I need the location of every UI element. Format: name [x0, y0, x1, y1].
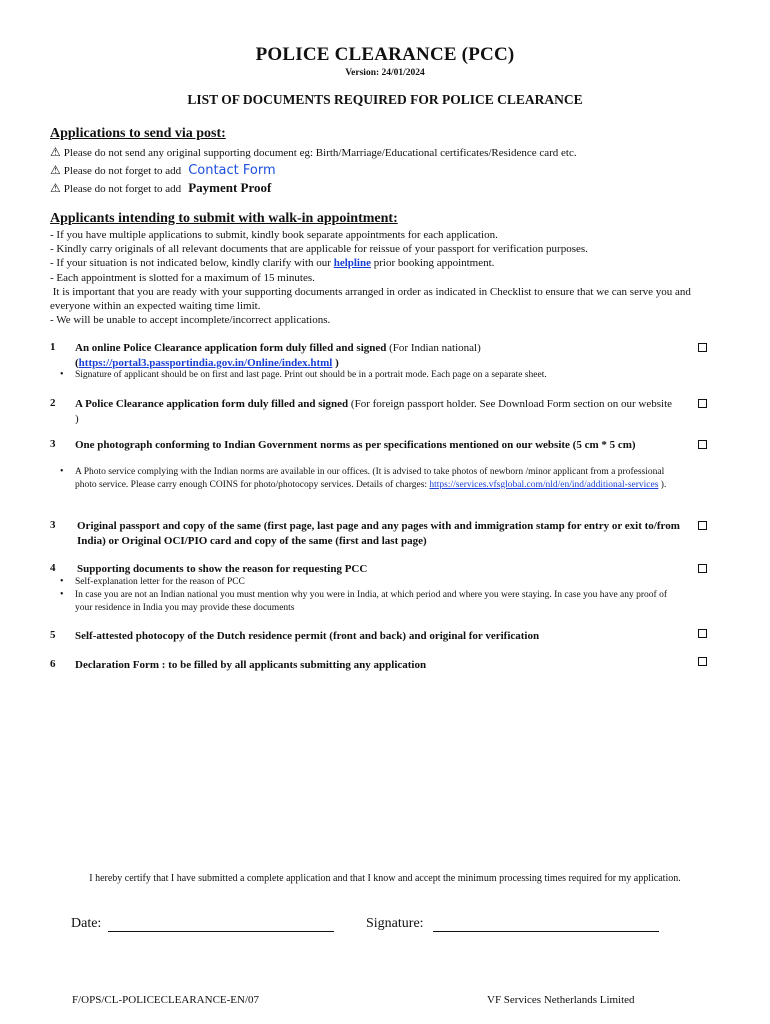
helpline-link[interactable]: helpline — [333, 257, 371, 270]
post-section-heading: Applications to send via post: — [50, 126, 226, 141]
list-item: • In case you are not an Indian national you must mention why you were in India, at which period and where you were staying. In case you have any proof of your residence in India you may provide these documents — [60, 589, 675, 614]
walkin-line: - Kindly carry originals of all relevant documents that are applicable for reissue of your passport for verification purposes. — [50, 243, 588, 256]
certification-statement: I hereby certify that I have submitted a complete application and that I know and accept the minimum processing times required for my application. — [89, 873, 681, 884]
post-warning-2 — [50, 163, 276, 178]
checklist-checkbox[interactable] — [698, 399, 707, 408]
document-title: POLICE CLEARANCE (PCC) — [255, 44, 515, 65]
walkin-line: - If you have multiple applications to submit, kindly book separate appointments for each application. — [50, 229, 498, 241]
checklist-checkbox[interactable] — [698, 440, 707, 449]
checklist-checkbox[interactable] — [698, 343, 707, 352]
checklist-checkbox[interactable] — [698, 629, 707, 638]
post-warning-text: Please do not send any original supporting document eg: Birth/Marriage/Educational certificates/Residence card etc. — [63, 147, 577, 159]
warning-triangle-icon: ⚠ — [50, 145, 61, 159]
checklist-number: 6 — [50, 658, 56, 670]
checklist-checkbox[interactable] — [698, 564, 707, 573]
checklist-checkbox[interactable] — [698, 521, 707, 530]
post-warning-1 — [50, 145, 577, 159]
checklist-checkbox[interactable] — [698, 657, 707, 666]
checklist-item-online-form: An online Police Clearance application form duly filled and signed (For Indian national) (https://portal3.passportindia.gov.in/Online/index.html ) — [75, 342, 481, 369]
checklist-item-passport: Original passport and copy of the same (first page, last page and any pages with and immigration stamp for entry or exit to/from India) or Original OCI/PIO card and copy of the same (first and last page) — [77, 520, 680, 547]
company-name: VF Services Netherlands Limited — [487, 994, 635, 1006]
signature-field[interactable] — [433, 931, 659, 932]
checklist-item-photograph: One photograph conforming to Indian Government norms as per specifications mentioned on our website (5 cm * 5 cm) — [75, 439, 636, 451]
checklist-item-supporting-documents: Supporting documents to show the reason for requesting PCC — [77, 563, 368, 575]
list-item: • A Photo service complying with the Indian norms are available in our offices. (It is advised to take photos of newborn /minor applicant from a professional photo service. Please carry enough COINS for photo/photocopy services. Details of charges: https://services.vfsglobal.com/nld/en/ind/additional-services ). — [60, 466, 675, 491]
post-warning-text: Please do not forget to add — [63, 165, 182, 177]
list-item: • Signature of applicant should be on first and last page. Print out should be in a portrait mode. Each page on a separate sheet. — [60, 369, 705, 382]
list-item: • Self-explanation letter for the reason of PCC — [60, 576, 705, 589]
post-warning-3 — [50, 180, 271, 196]
checklist-number: 5 — [50, 629, 56, 641]
walkin-instructions — [50, 228, 715, 327]
checklist-item-residence-permit: Self-attested photocopy of the Dutch residence permit (front and back) and original for verification — [75, 630, 540, 642]
checklist-number: 4 — [50, 562, 56, 574]
payment-proof-label: Payment Proof — [188, 180, 272, 195]
vfs-services-link[interactable]: https://services.vfsglobal.com/nld/en/ind/additional-services — [429, 479, 659, 490]
version-label: Version: 24/01/2024 — [345, 68, 425, 78]
post-warning-text: Please do not forget to add — [63, 183, 182, 195]
checklist-number: 2 — [50, 397, 56, 409]
form-code: F/OPS/CL-POLICECLEARANCE-EN/07 — [72, 994, 260, 1006]
checklist-item-declaration-form: Declaration Form : to be filled by all applicants submitting any application — [75, 659, 427, 671]
walkin-line: - We will be unable to accept incomplete/incorrect applications. — [50, 314, 331, 327]
warning-triangle-icon: ⚠ — [50, 163, 61, 177]
walkin-line: - If your situation is not indicated below, kindly clarify with our helpline prior booking appointment. — [50, 257, 495, 270]
warning-triangle-icon: ⚠ — [50, 181, 61, 195]
walkin-line: - Each appointment is slotted for a maximum of 15 minutes. — [50, 271, 315, 284]
checklist-item-foreign-form: A Police Clearance application form duly filled and signed (For foreign passport holder. See Download Form section on our website ) — [75, 398, 673, 425]
contact-form-link[interactable]: Contact Form — [188, 163, 276, 178]
document-subtitle: LIST OF DOCUMENTS REQUIRED FOR POLICE CLEARANCE — [187, 92, 583, 107]
checklist-number: 3 — [50, 438, 56, 450]
signature-label: Signature: — [366, 916, 424, 931]
walkin-section-heading: Applicants intending to submit with walk-in appointment: — [50, 211, 398, 226]
date-field[interactable] — [108, 931, 334, 932]
date-label: Date: — [71, 916, 102, 931]
checklist-number: 3 — [50, 519, 56, 531]
passport-portal-link[interactable]: https://portal3.passportindia.gov.in/Online/index.html — [78, 356, 333, 369]
walkin-line: It is important that you are ready with your supporting documents arranged in order as indicated in Checklist to ensure that we can serve you and everyone within an expected waiting time limit. — [50, 285, 694, 313]
checklist-number: 1 — [50, 341, 56, 353]
